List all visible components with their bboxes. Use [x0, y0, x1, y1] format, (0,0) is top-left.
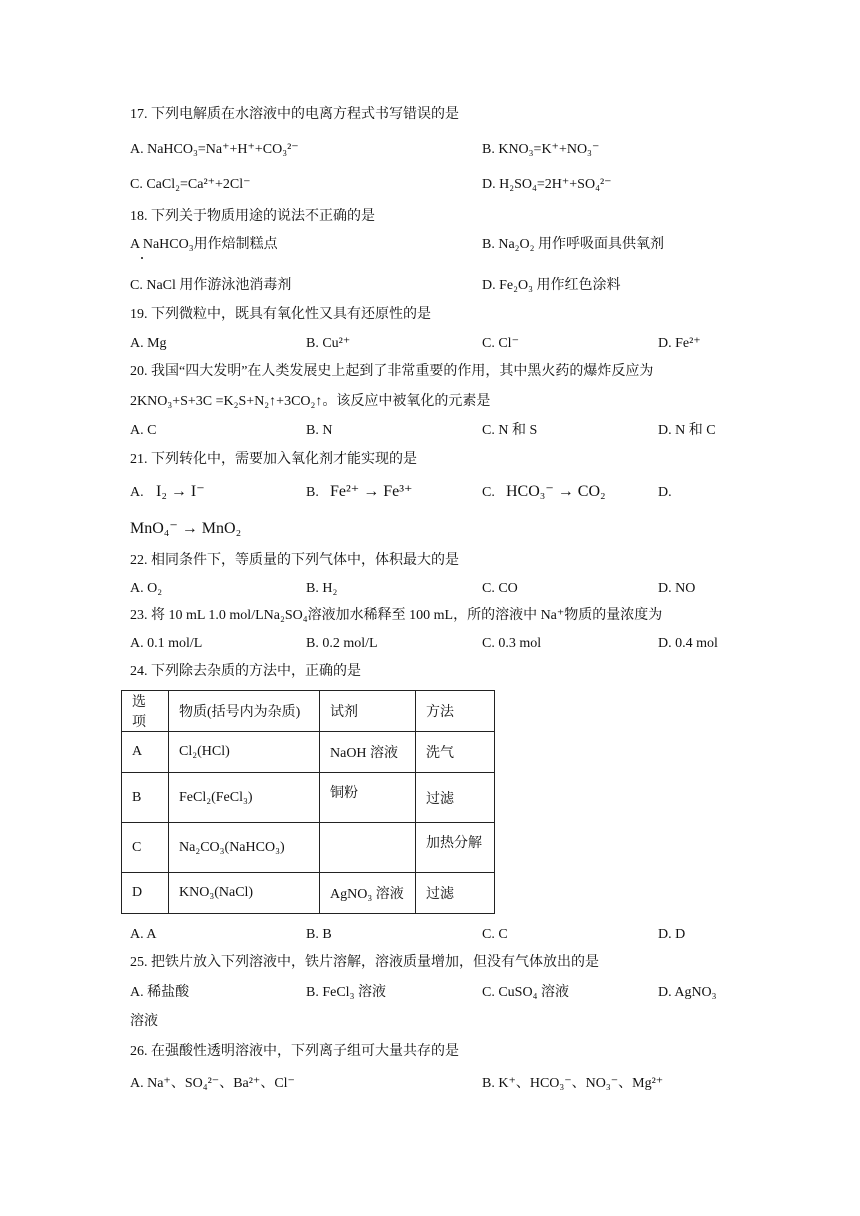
q23-option-b: B. 0.2 mol/L	[306, 636, 378, 651]
q22-option-d: D. NO	[658, 581, 696, 596]
q26-option-b: B. K⁺、HCO₃⁻、NO₃⁻、Mg²⁺	[482, 1076, 664, 1091]
q17-option-a: A. NaHCO₃=Na⁺+H⁺+CO₃²⁻	[130, 142, 299, 157]
q23-option-d: D. 0.4 mol	[658, 636, 718, 651]
q20-option-a: A. C	[130, 423, 157, 438]
q21-option-d-label: D.	[658, 485, 672, 500]
q19-option-a: A. Mg	[130, 336, 167, 351]
q23-option-c: C. 0.3 mol	[482, 636, 542, 651]
table-header: 方法	[416, 691, 495, 732]
q24-option-a: A. A	[130, 927, 157, 942]
table-cell: Na₂CO₃(NaHCO₃)	[169, 823, 320, 873]
q24-option-d: D. D	[658, 927, 686, 942]
table-row	[122, 773, 495, 823]
q21-option-b: Fe²⁺ → Fe³⁺	[330, 483, 413, 500]
q21-option-b-label: B.	[306, 485, 319, 500]
table-cell: 过滤	[416, 773, 495, 823]
table-cell: 洗气	[416, 732, 495, 773]
table-header: 物质(括号内为杂质)	[169, 691, 320, 732]
q25-option-d-continued: 溶液	[130, 1014, 158, 1029]
q19-option-d: D. Fe²⁺	[658, 336, 701, 351]
table-cell: Cl₂(HCl)	[169, 732, 320, 773]
q21-option-c-label: C.	[482, 485, 495, 500]
q18-option-d: D. Fe₂O₃ 用作红色涂料	[482, 278, 621, 293]
table-cell: B	[122, 773, 169, 823]
q18-option-b: B. Na₂O₂ 用作呼吸面具供氧剂	[482, 237, 665, 252]
q24-option-b: B. B	[306, 927, 332, 942]
q20-option-c: C. N 和 S	[482, 423, 538, 438]
q23-stem: 23. 将 10 mL 1.0 mol/LNa₂SO₄溶液加水稀释至 100 mL，所的溶液中 Na⁺物质的量浓度为	[130, 608, 663, 623]
q22-option-b: B. H₂	[306, 581, 338, 596]
q21-option-a: I₂ → I⁻	[156, 483, 205, 500]
q26-option-a: A. Na⁺、SO₄²⁻、Ba²⁺、Cl⁻	[130, 1076, 295, 1091]
emphasis-dot	[141, 257, 143, 259]
table-header-row	[122, 691, 495, 732]
q21-option-a-label: A.	[130, 485, 144, 500]
q24-option-c: C. C	[482, 927, 508, 942]
table-cell: FeCl₂(FeCl₃)	[169, 773, 320, 823]
q21-option-d: MnO₄⁻ → MnO₂	[130, 520, 242, 537]
table-cell: A	[122, 732, 169, 773]
q25-option-a: A. 稀盐酸	[130, 985, 190, 1000]
table-cell: C	[122, 823, 169, 873]
q22-option-a: A. O₂	[130, 581, 163, 596]
q18-stem: 18. 下列关于物质用途的说法不正确的是	[130, 209, 375, 224]
q17-option-c: C. CaCl₂=Ca²⁺+2Cl⁻	[130, 177, 251, 192]
table-header: 试剂	[320, 691, 416, 732]
q19-option-c: C. Cl⁻	[482, 336, 519, 351]
table-cell: D	[122, 873, 169, 914]
q20-option-b: B. N	[306, 423, 333, 438]
q25-option-c: C. CuSO₄ 溶液	[482, 985, 569, 1000]
q19-stem: 19. 下列微粒中，既具有氧化性又具有还原性的是	[130, 307, 431, 322]
table-cell: 铜粉	[320, 773, 416, 823]
q17-option-d: D. H₂SO₄=2H⁺+SO₄²⁻	[482, 177, 612, 192]
impurity-table	[121, 690, 495, 914]
q26-stem: 26. 在强酸性透明溶液中，下列离子组可大量共存的是	[130, 1044, 459, 1059]
table-cell: 过滤	[416, 873, 495, 914]
q22-stem: 22. 相同条件下，等质量的下列气体中，体积最大的是	[130, 553, 459, 568]
table-cell	[320, 823, 416, 873]
q24-stem: 24. 下列除去杂质的方法中，正确的是	[130, 664, 361, 679]
table-row	[122, 873, 495, 914]
q21-option-c: HCO₃⁻ → CO₂	[506, 483, 606, 500]
q25-stem: 25. 把铁片放入下列溶液中，铁片溶解，溶液质量增加，但没有气体放出的是	[130, 955, 599, 970]
q20-stem-line2: 2KNO₃+S+3C =K₂S+N₂↑+3CO₂↑。该反应中被氧化的元素是	[130, 394, 491, 409]
q25-option-d: D. AgNO₃	[658, 985, 717, 1000]
q22-option-c: C. CO	[482, 581, 518, 596]
q18-option-a: A NaHCO₃用作焙制糕点	[130, 237, 278, 252]
table-header: 选项	[122, 691, 169, 732]
table-row	[122, 823, 495, 873]
q18-option-c: C. NaCl 用作游泳池消毒剂	[130, 278, 292, 293]
q17-option-b: B. KNO₃=K⁺+NO₃⁻	[482, 142, 600, 157]
q21-stem: 21. 下列转化中，需要加入氧化剂才能实现的是	[130, 452, 417, 467]
table-cell: KNO₃(NaCl)	[169, 873, 320, 914]
q17-stem: 17. 下列电解质在水溶液中的电离方程式书写错误的是	[130, 107, 459, 122]
table-cell: AgNO₃ 溶液	[320, 873, 416, 914]
table-cell: NaOH 溶液	[320, 732, 416, 773]
q23-option-a: A. 0.1 mol/L	[130, 636, 203, 651]
q25-option-b: B. FeCl₃ 溶液	[306, 985, 386, 1000]
table-cell: 加热分解	[416, 823, 495, 873]
q19-option-b: B. Cu²⁺	[306, 336, 351, 351]
q20-stem: 20. 我国“四大发明”在人类发展史上起到了非常重要的作用，其中黑火药的爆炸反应为	[130, 364, 654, 379]
table-row	[122, 732, 495, 773]
q20-option-d: D. N 和 C	[658, 423, 716, 438]
